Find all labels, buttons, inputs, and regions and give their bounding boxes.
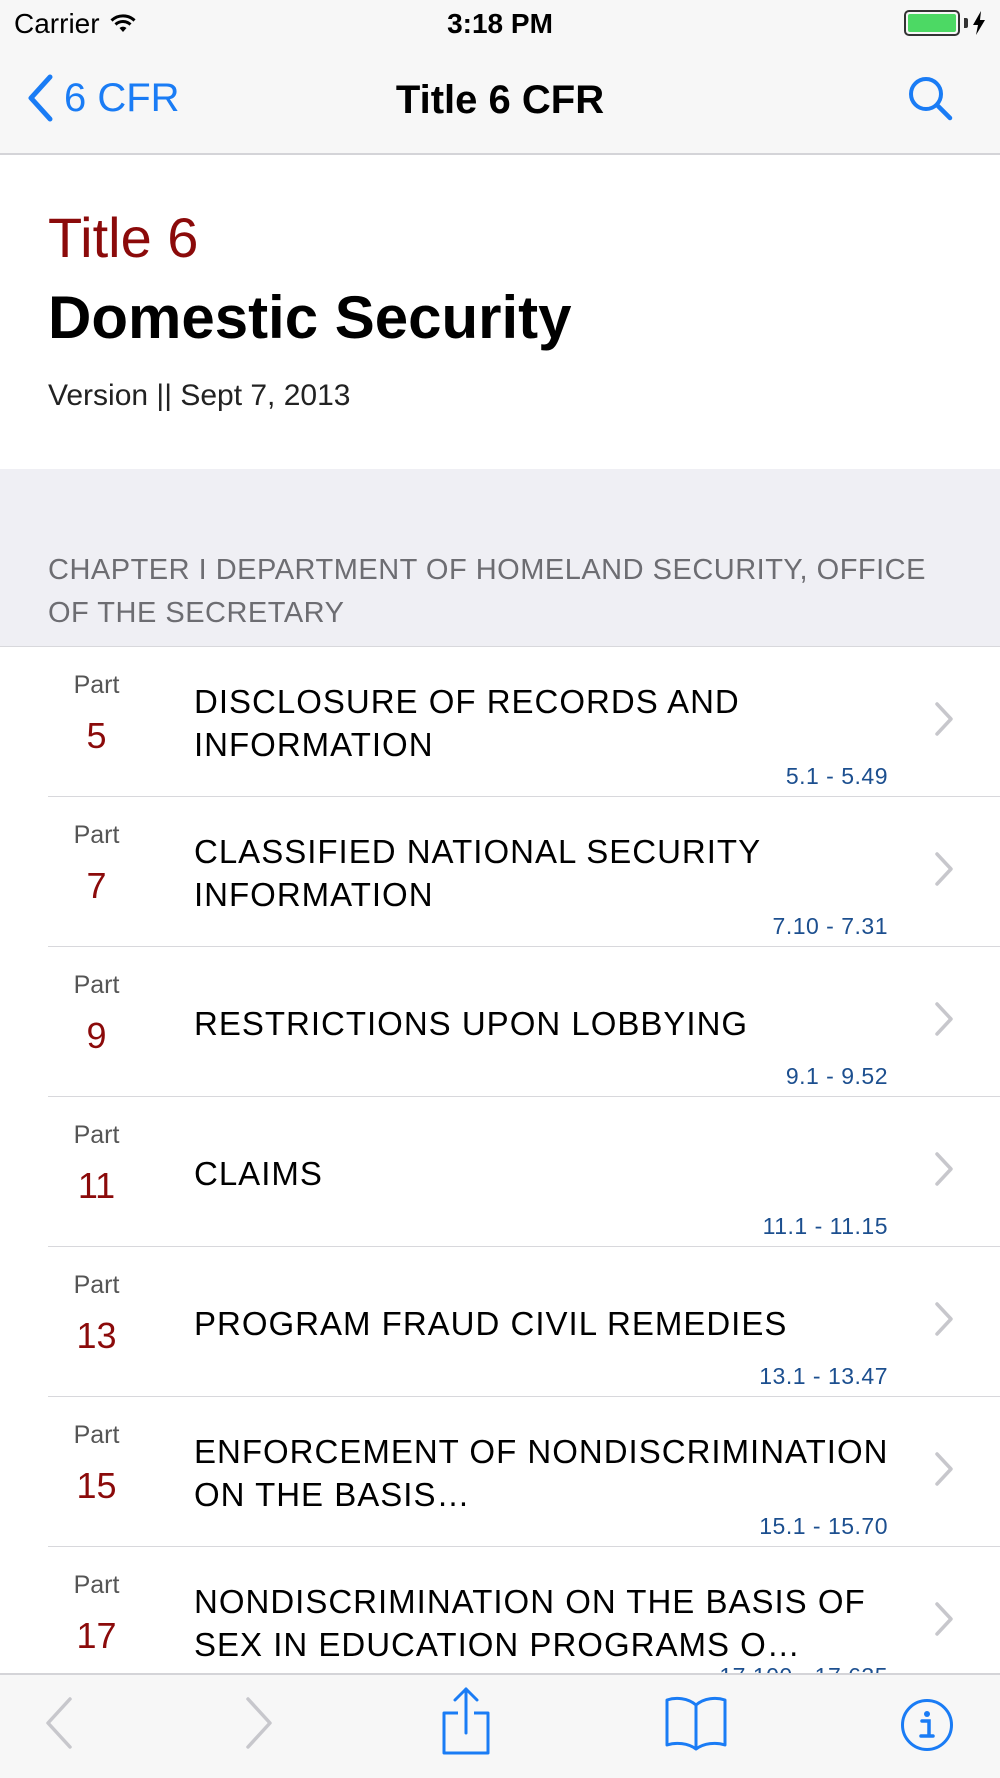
- part-number: 15: [76, 1465, 117, 1506]
- share-button[interactable]: [440, 1685, 492, 1762]
- part-title: CLASSIFIED NATIONAL SECURITY INFORMATION: [194, 833, 761, 913]
- list-item[interactable]: [0, 947, 1000, 1097]
- battery-icon: [904, 10, 960, 36]
- part-label: Part: [73, 1421, 120, 1449]
- part-title: ENFORCEMENT OF NONDISCRIMINATION ON THE BASIS…: [194, 1433, 889, 1513]
- chapter-label: CHAPTER I DEPARTMENT OF HOMELAND SECURITY, OFFICE OF THE SECRETARY: [48, 554, 926, 629]
- section-range: 7.10 - 7.31: [772, 913, 888, 939]
- part-label: Part: [73, 671, 120, 699]
- part-label: Part: [73, 971, 120, 999]
- part-number: 7: [86, 865, 107, 906]
- list-item[interactable]: [0, 647, 1000, 797]
- part-title: DISCLOSURE OF RECORDS AND INFORMATION: [194, 683, 740, 763]
- part-number: 9: [86, 1015, 107, 1056]
- part-title: RESTRICTIONS UPON LOBBYING: [194, 1005, 749, 1042]
- part-title: CLAIMS: [194, 1155, 323, 1192]
- list-item[interactable]: [0, 1397, 1000, 1547]
- part-title: PROGRAM FRAUD CIVIL REMEDIES: [194, 1305, 788, 1342]
- part-label: Part: [73, 1271, 120, 1299]
- part-label: Part: [73, 821, 120, 849]
- chevron-right-icon: [934, 1451, 954, 1487]
- list-item[interactable]: [0, 797, 1000, 947]
- chevron-right-icon: [934, 701, 954, 737]
- forward-nav-button[interactable]: [242, 1693, 276, 1758]
- section-range: 5.1 - 5.49: [785, 763, 888, 789]
- parts-list: [0, 647, 1000, 1673]
- bottom-toolbar: [0, 1673, 1000, 1778]
- status-bar: [0, 0, 1000, 50]
- part-number: 13: [76, 1315, 117, 1356]
- section-range: 15.1 - 15.70: [759, 1513, 888, 1539]
- part-label: Part: [73, 1121, 120, 1149]
- list-item[interactable]: [0, 1097, 1000, 1247]
- back-button-label: 6 CFR: [64, 75, 180, 120]
- info-icon: [900, 1698, 954, 1752]
- status-time: 3:18 PM: [447, 8, 553, 39]
- title-name: Domestic Security: [48, 284, 572, 351]
- section-range: 13.1 - 13.47: [759, 1363, 888, 1389]
- title-number: Title 6: [48, 206, 199, 269]
- chevron-right-icon: [934, 1151, 954, 1187]
- part-number: 11: [77, 1165, 116, 1206]
- chevron-left-icon: [42, 1693, 76, 1753]
- search-button[interactable]: [906, 74, 954, 127]
- bookmarks-button[interactable]: [664, 1695, 728, 1756]
- battery-indicator: [904, 10, 986, 36]
- info-button[interactable]: [900, 1698, 954, 1757]
- list-item[interactable]: [0, 1247, 1000, 1397]
- part-title: NONDISCRIMINATION ON THE BASIS OF SEX IN EDUCATION PROGRAMS O…: [194, 1583, 866, 1663]
- chapter-section-header: [0, 469, 1000, 647]
- version-text: Version || Sept 7, 2013: [48, 379, 351, 412]
- book-icon: [664, 1695, 728, 1751]
- chevron-right-icon: [242, 1693, 276, 1753]
- page-title: Title 6 CFR: [395, 78, 605, 122]
- share-icon: [440, 1685, 492, 1757]
- carrier-label: Carrier: [14, 8, 100, 39]
- part-number: 17: [76, 1615, 117, 1656]
- chevron-right-icon: [934, 1001, 954, 1037]
- chevron-right-icon: [934, 1301, 954, 1337]
- navigation-bar: [0, 50, 1000, 155]
- part-label: Part: [73, 1571, 120, 1599]
- search-icon: [906, 74, 954, 122]
- section-range: 9.1 - 9.52: [785, 1063, 888, 1089]
- chevron-right-icon: [934, 851, 954, 887]
- charging-bolt-icon: [972, 11, 986, 35]
- chevron-right-icon: [934, 1601, 954, 1637]
- title-header: [0, 157, 1000, 469]
- part-number: 5: [86, 715, 107, 756]
- back-nav-button[interactable]: [42, 1693, 76, 1758]
- section-range: 11.1 - 11.15: [762, 1213, 888, 1239]
